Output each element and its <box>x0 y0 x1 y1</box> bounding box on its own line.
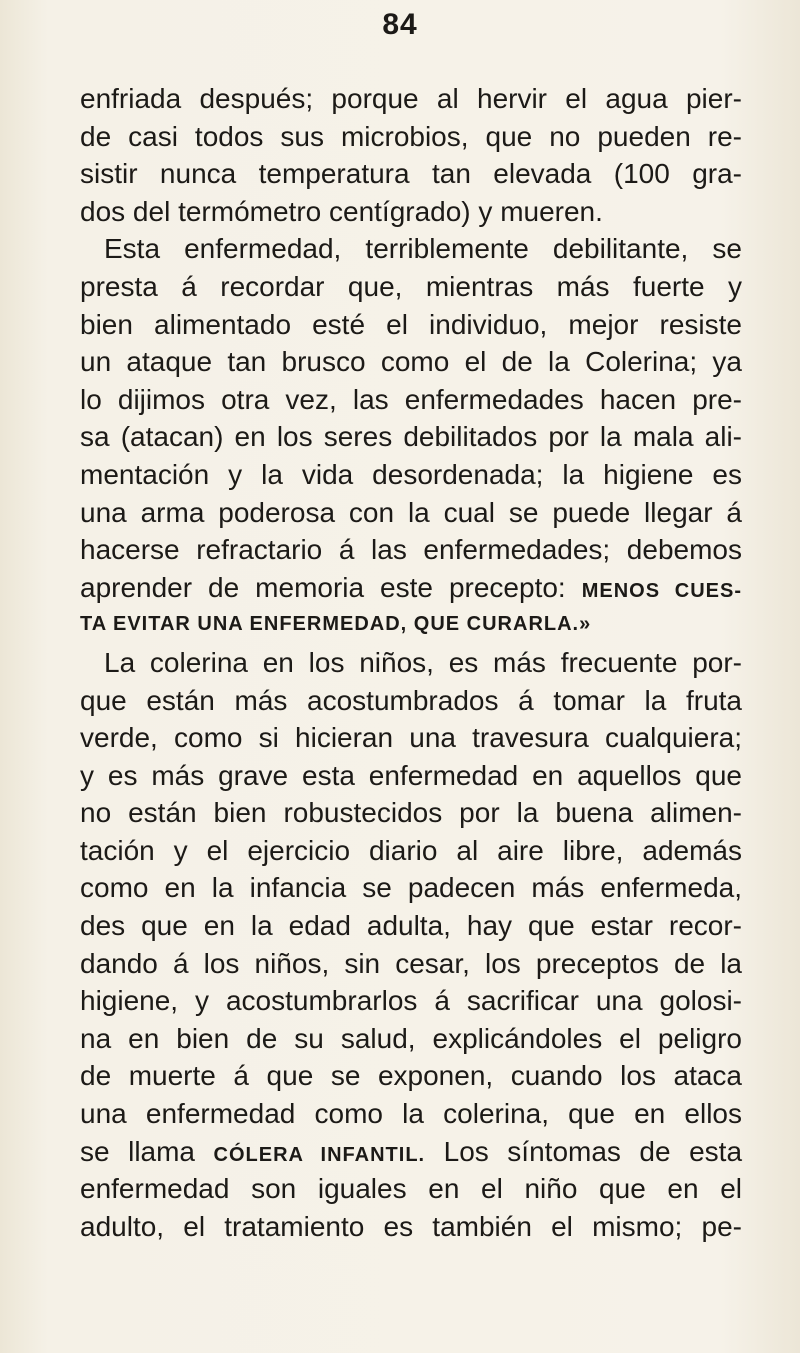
page-number: 84 <box>382 8 418 41</box>
text-line: un ataque tan brusco como el de la Colerina; ya <box>80 346 742 378</box>
text-line: sa (atacan) en los seres debilitados por la mala ali- <box>80 421 742 453</box>
text-line: una enfermedad como la colerina, que en ellos <box>80 1098 742 1130</box>
text-line: tación y el ejercicio diario al aire libre, además <box>80 834 742 866</box>
maxim-lead-text: aprender de memoria este precepto: <box>80 571 566 603</box>
maxim-line <box>80 569 742 607</box>
text-line: sistir nunca temperatura tan elevada (100 gra- <box>80 158 742 190</box>
term-line <box>80 1133 742 1171</box>
text-line: dando á los niños, sin cesar, los preceptos de la <box>80 947 742 979</box>
text-line: adulto, el tratamiento es también el mismo; pe- <box>80 1210 742 1242</box>
paragraph-start-line: La colerina en los niños, es más frecuente por- <box>104 646 742 678</box>
text-line: y es más grave esta enfermedad en aquellos que <box>80 759 742 791</box>
text-line: higiene, y acostumbrarlos á sacrificar una golosi- <box>80 985 742 1017</box>
term-trail-text: Los síntomas de esta <box>443 1135 743 1167</box>
maxim-smallcaps: MENOS CUES- <box>581 579 743 602</box>
text-line: presta á recordar que, mientras más fuerte y <box>80 270 742 302</box>
text-line: enfermedad son iguales en el niño que en el <box>80 1173 742 1205</box>
text-line: de casi todos sus microbios, que no pueden re- <box>80 120 742 152</box>
term-smallcaps: CÓLERA INFANTIL. <box>213 1143 426 1166</box>
text-line: hacerse refractario á las enfermedades; debemos <box>80 534 742 566</box>
text-line: dos del termómetro centígrado) y mueren. <box>80 195 603 227</box>
paragraph-start-line: Esta enfermedad, terriblemente debilitante, se <box>104 233 742 265</box>
text-line: una arma poderosa con la cual se puede llegar á <box>80 496 742 528</box>
text-line: mentación y la vida desordenada; la higiene es <box>80 458 742 490</box>
text-line: de muerte á que se exponen, cuando los ataca <box>80 1060 742 1092</box>
text-line: como en la infancia se padecen más enfermeda, <box>80 872 742 904</box>
text-line: no están bien robustecidos por la buena alimen- <box>80 797 742 829</box>
term-lead-text: se llama <box>80 1135 196 1167</box>
text-line: na en bien de su salud, explicándoles el peligro <box>80 1022 742 1054</box>
text-line: bien alimentado esté el individuo, mejor resiste <box>80 308 742 340</box>
text-line: des que en la edad adulta, hay que estar recor- <box>80 910 742 942</box>
text-line: lo dijimos otra vez, las enfermedades hacen pre- <box>80 383 742 415</box>
text-line: verde, como si hicieran una travesura cualquiera; <box>80 722 742 754</box>
text-line: enfriada después; porque al hervir el agua pier- <box>80 83 742 114</box>
body-text <box>80 80 742 1245</box>
maxim-continuation-line: TA EVITAR UNA ENFERMEDAD, QUE CURARLA.» <box>80 613 592 636</box>
text-line: que están más acostumbrados á tomar la fruta <box>80 684 742 716</box>
